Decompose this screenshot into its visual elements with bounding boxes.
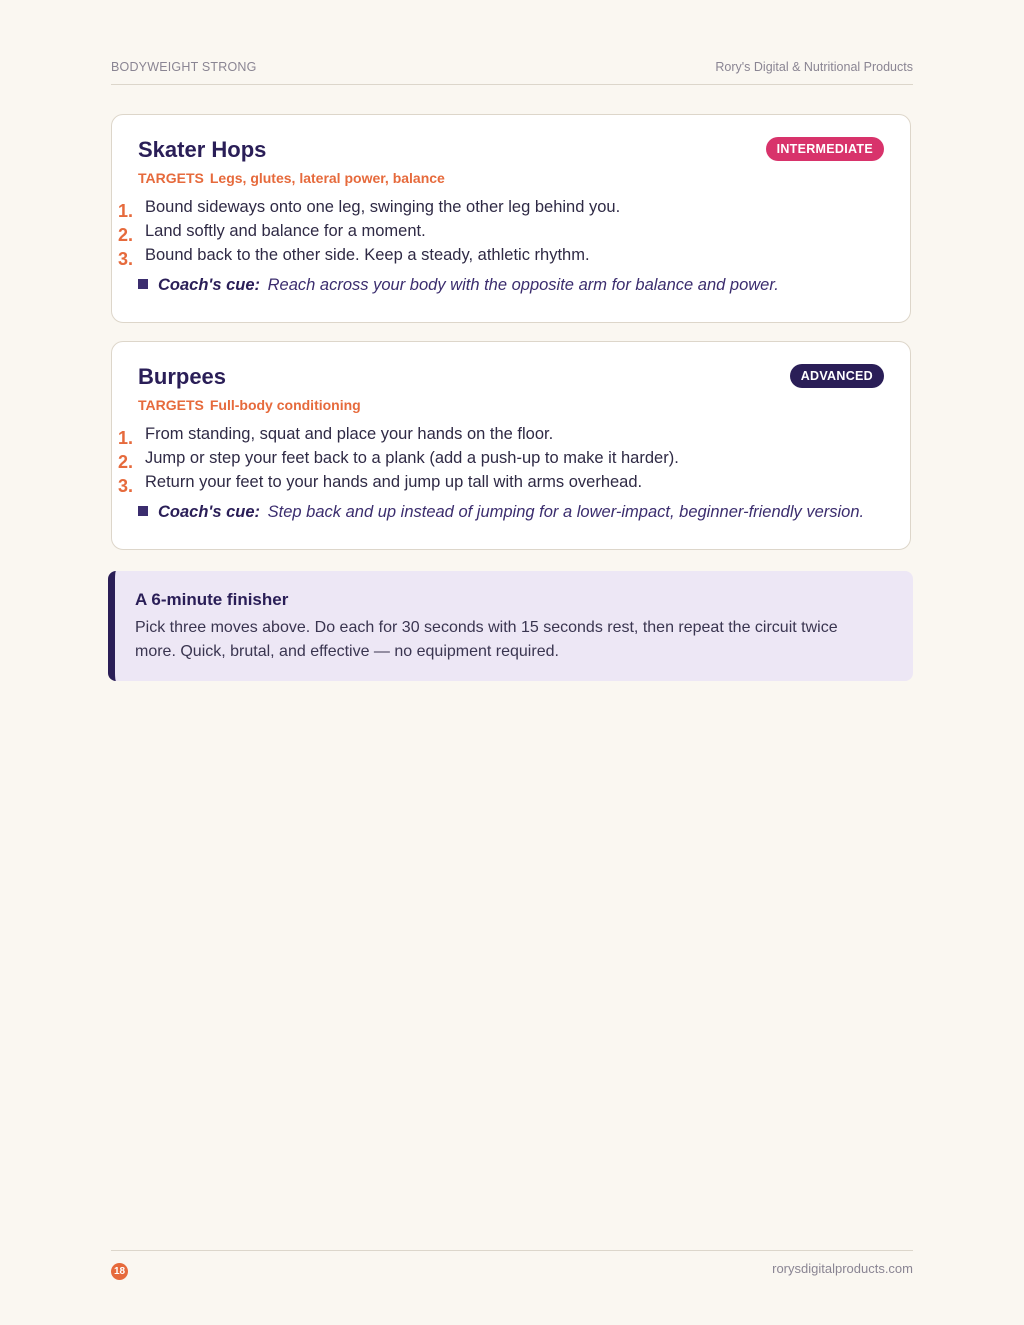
step-item: [118, 448, 898, 472]
step-item: [118, 221, 898, 245]
step-item: [118, 197, 898, 221]
coach-cue-label: Coach's cue:: [158, 276, 261, 294]
footer-website: rorysdigitalproducts.com: [772, 1261, 913, 1276]
callout-title: A 6-minute finisher: [135, 590, 289, 609]
exercise-card-burpees: [111, 341, 911, 550]
targets-label: TARGETS: [138, 397, 204, 413]
step-number: 1.: [118, 201, 134, 221]
publisher-name: Rory's Digital & Nutritional Products: [715, 60, 913, 74]
coach-cue-label: Coach's cue:: [158, 503, 261, 521]
difficulty-badge: INTERMEDIATE: [766, 137, 884, 161]
coach-cue-text: Reach across your body with the opposite arm for balance and power.: [267, 276, 779, 294]
step-text: Bound back to the other side. Keep a steady, athletic rhythm.: [145, 246, 590, 264]
difficulty-badge: ADVANCED: [790, 364, 884, 388]
exercise-title: Burpees: [138, 364, 227, 389]
callout-body: Pick three moves above. Do each for 30 seconds with 15 seconds rest, then repeat the circuit twice more. Quick, brutal, and effective — no equipment required.: [135, 619, 838, 660]
finisher-callout: [108, 571, 913, 681]
step-number: 3.: [118, 249, 134, 269]
step-item: [118, 424, 898, 448]
step-text: Bound sideways onto one leg, swinging the other leg behind you.: [145, 198, 621, 216]
step-item: [118, 472, 898, 496]
step-number: 3.: [118, 476, 134, 496]
targets-label: TARGETS: [138, 170, 204, 186]
page-header: [111, 60, 913, 85]
exercise-card-skater-hops: [111, 114, 911, 323]
targets-value: Full-body conditioning: [209, 397, 361, 413]
coach-cue-text: Step back and up instead of jumping for a lower-impact, beginner-friendly version.: [267, 503, 865, 521]
step-text: Land softly and balance for a moment.: [145, 222, 426, 240]
step-list: [118, 424, 898, 496]
page-number-badge: 18: [111, 1263, 128, 1280]
targets-value: Legs, glutes, lateral power, balance: [209, 170, 445, 186]
step-text: Jump or step your feet back to a plank (add a push-up to make it harder).: [145, 449, 679, 467]
coach-cue: [138, 503, 898, 522]
step-text: Return your feet to your hands and jump up tall with arms overhead.: [145, 473, 643, 491]
square-bullet-icon: [138, 506, 148, 516]
step-number: 2.: [118, 452, 134, 472]
step-number: 1.: [118, 428, 134, 448]
square-bullet-icon: [138, 279, 148, 289]
coach-cue: [138, 276, 898, 295]
step-list: [118, 197, 898, 269]
step-item: [118, 245, 898, 269]
exercise-title: Skater Hops: [138, 137, 267, 162]
step-text: From standing, squat and place your hands on the floor.: [145, 425, 554, 443]
step-number: 2.: [118, 225, 134, 245]
page-footer: [111, 1250, 913, 1281]
targets-line: [138, 170, 445, 186]
targets-line: [138, 397, 361, 413]
book-title: BODYWEIGHT STRONG: [111, 60, 257, 74]
